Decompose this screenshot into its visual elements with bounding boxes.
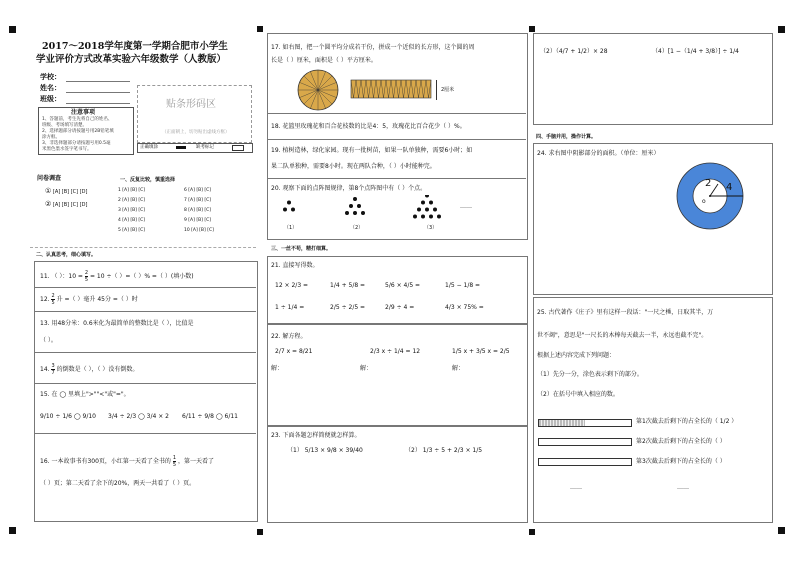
q24-inner-radius-label: 2 xyxy=(705,178,712,189)
pattern-dot xyxy=(361,211,365,215)
q17-line2[interactable]: 长是（ ）厘米，面积是（ ）平方厘米。 xyxy=(271,57,377,64)
q21-expr[interactable]: 2/9 ÷ 4 = xyxy=(385,304,415,311)
choice-right[interactable]: 8 [A] [B] [C] xyxy=(184,208,211,213)
survey-option-row-2[interactable] xyxy=(45,201,87,209)
choice-left[interactable]: 2 [A] [B] [C] xyxy=(118,198,145,203)
q17-line1[interactable]: 17. 如右图，把一个圆平均分成若干份，拼成一个近似的长方形，这个圆的周 xyxy=(271,44,475,51)
notice-line: 班级、考场填写清楚。 xyxy=(42,123,87,128)
correct-fill-mark xyxy=(176,146,186,149)
q25-row-3[interactable]: 第3次截去后剩下的占全长的（ ） xyxy=(636,458,726,465)
q15-expr-2[interactable]: 3/4 ÷ 2/3 ◯ 3/4 × 2 xyxy=(108,413,169,420)
choice-row[interactable] xyxy=(118,198,145,204)
q25-line1: 25. 古代著作《庄子》里有这样一段话："一尺之棰，日取其半，万 xyxy=(537,309,714,316)
choice-right[interactable]: 6 [A] [B] [C] xyxy=(184,188,211,193)
q21-expr[interactable]: 1/5 − 1/8 = xyxy=(445,282,481,289)
pattern-dot xyxy=(437,215,441,219)
circled-one-icon: ① xyxy=(45,187,52,195)
q17-rect-figure xyxy=(350,78,432,102)
section3-title: 三、一丝不苟，精打细算。 xyxy=(271,246,332,252)
divider xyxy=(268,139,526,140)
alignment-mark-top-right xyxy=(778,26,785,33)
alignment-mark-top-mid2 xyxy=(529,26,535,32)
q25-line4: （1）先分一分，涂色表示剩下的部分。 xyxy=(537,371,643,378)
notice-line: 涂方框。 xyxy=(42,135,60,140)
q24-ring-figure xyxy=(674,160,746,232)
q15-text: 在 ◯ 里填上">""<"或"="。 xyxy=(51,391,130,398)
pattern-dot xyxy=(421,201,425,205)
question-11[interactable] xyxy=(40,270,194,283)
choice-right[interactable]: 10 [A] [B] [C] xyxy=(184,228,214,233)
pattern-dot xyxy=(287,201,291,205)
pattern-dot xyxy=(283,208,287,212)
q13-line2: （ ）。 xyxy=(40,337,57,344)
notice-lines xyxy=(42,117,114,153)
divider xyxy=(30,247,256,248)
q25-line2: 世不竭"，意思是"一尺长的木棒每天截去一半，永远也截不完"。 xyxy=(537,332,708,339)
alignment-mark-top-mid1 xyxy=(257,26,263,32)
barcode-note: （正面朝上，切勿贴出虚线方框） xyxy=(162,130,230,135)
class-label: 班级： xyxy=(40,95,61,103)
q24-outer-radius-label: 4 xyxy=(726,182,733,193)
q19-line2[interactable]: 果二队单独种，需要8小时。现在两队合种，（ ）小时能种完。 xyxy=(271,163,436,170)
notice-box xyxy=(38,107,134,155)
survey-label: 问卷调查 xyxy=(37,175,62,182)
question-18[interactable]: 18. 花篮里玫瑰花和百合花枝数的比是4：5，玫瑰花比百合花少（ ）%。 xyxy=(271,123,466,130)
q11-fraction xyxy=(85,270,88,283)
q24-center-label: o xyxy=(702,198,706,205)
q16-line1b: ，第一天看了 xyxy=(177,458,214,465)
q16-line2: （ ）页；第二天看了余下的20%，两天一共看了（ ）页。 xyxy=(40,480,196,487)
notice-line: 1、答题前，考生先将自己的姓名、 xyxy=(42,117,113,122)
choice-row[interactable] xyxy=(184,228,214,234)
divider xyxy=(35,311,256,312)
name-label: 姓名： xyxy=(40,84,61,92)
pattern-dot xyxy=(433,208,437,212)
q11-rest: = 10 ÷（ ）=（ ）% =（ ）(填小数) xyxy=(89,273,194,280)
frac-denominator: 5 xyxy=(51,300,55,306)
frac-numerator: 1 xyxy=(172,455,177,461)
q21-expr[interactable]: 2/5 ÷ 2/5 = xyxy=(330,304,366,311)
q22-solve-2: 解： xyxy=(360,365,373,372)
q25-line3: 根据上述内容完成下列问题： xyxy=(537,352,616,359)
q21-expr[interactable]: 5/6 × 4/5 = xyxy=(385,282,421,289)
q25-ellipsis-1: …… xyxy=(570,484,582,491)
school-field[interactable] xyxy=(66,81,130,82)
question-15[interactable] xyxy=(40,391,130,399)
pattern-dot xyxy=(425,208,429,212)
question-12[interactable] xyxy=(40,293,138,306)
section2-title: 二、认真思考，细心填写。 xyxy=(36,252,97,258)
q20-label-2: （2） xyxy=(350,225,364,231)
q24-text[interactable]: 24. 求右图中阴影部分的面积。（单位：厘米） xyxy=(537,150,660,157)
pattern-dot xyxy=(345,211,349,215)
choice-left[interactable]: 4 [A] [B] [C] xyxy=(118,218,145,223)
pattern-dot xyxy=(353,211,357,215)
pattern-dot xyxy=(425,195,429,198)
frac-numerator: 2 xyxy=(84,270,89,276)
pattern-dot xyxy=(421,215,425,219)
notice-line: 3、非选择题部分请按题号用0.5毫 xyxy=(42,141,111,146)
q21-expr[interactable]: 1 ÷ 1/4 = xyxy=(275,304,305,311)
q25-bar-1-shaded xyxy=(539,420,585,426)
calc-expr-4[interactable]: （4）[1 −（1/4 + 3/8）] ÷ 1/4 xyxy=(652,48,739,55)
circled-two-icon: ② xyxy=(45,200,52,208)
q23-box xyxy=(267,426,528,523)
pattern-dot xyxy=(357,204,361,208)
alignment-mark-bottom-left xyxy=(9,527,16,534)
q16-fraction xyxy=(173,455,176,468)
pattern-dot xyxy=(413,215,417,219)
question-20[interactable]: 20. 观察下面的点阵图规律，第8个点阵图中有（ ）个点。 xyxy=(271,185,427,192)
choice-left[interactable]: 5 [A] [B] [C] xyxy=(118,228,145,233)
q22-equation-2[interactable]: 2/3 x ÷ 1/4 = 12 xyxy=(370,348,421,355)
q16-num: 16. xyxy=(40,458,50,465)
frac-denominator: 7 xyxy=(51,370,55,376)
q25-bar-3[interactable] xyxy=(538,458,632,466)
frac-numerator: 3 xyxy=(51,363,55,369)
q20-label-3: （3） xyxy=(424,225,438,231)
barcode-label: 贴条形码区 xyxy=(166,99,216,110)
notice-line: 米黑色墨水签字笔书写。 xyxy=(42,147,92,152)
q11-text: （ ）：10 = xyxy=(51,273,85,280)
exam-title-line2: 学业评价方式改革实验六年级数学（人教版） xyxy=(36,54,227,65)
choice-row[interactable] xyxy=(118,188,145,194)
q25-ellipsis-2: …… xyxy=(677,484,689,491)
q25-bar-2[interactable] xyxy=(538,438,632,446)
q23-expr-1[interactable]: （1） 5/13 × 9/8 × 39/40 xyxy=(287,447,363,454)
choice-row[interactable] xyxy=(184,188,211,194)
q21-expr[interactable]: 4/3 × 75% = xyxy=(445,304,484,311)
choice-row[interactable] xyxy=(184,198,211,204)
choice-right[interactable]: 7 [A] [B] [C] xyxy=(184,198,211,203)
q22-equation-3[interactable]: 1/5 x + 3/5 x = 2/5 xyxy=(452,348,510,355)
section1-title: 一、反复比较，慎重选择 xyxy=(120,177,176,183)
q17-2cm-label: 2厘米 xyxy=(441,87,455,93)
school-label: 学校： xyxy=(40,73,61,81)
q11-num: 11. xyxy=(40,273,50,280)
choice-row[interactable] xyxy=(184,218,211,224)
q14-text: 的倒数是（ ），（ ）没有倒数。 xyxy=(56,366,139,373)
divider xyxy=(268,113,526,114)
section4-title: 四、手脑并用，操作计算。 xyxy=(536,134,597,140)
q19-line1[interactable]: 19. 植树造林，绿化家园。现有一批树苗，如果一队单独种，需要6小时；如 xyxy=(271,147,473,154)
q22-solve-3: 解： xyxy=(452,365,465,372)
q25-row-2[interactable]: 第2次截去后剩下的占全长的（ ） xyxy=(636,438,726,445)
q25-line5: （2）在括号中填入相应的数。 xyxy=(537,391,619,398)
alignment-mark-top-left xyxy=(9,26,16,33)
divider xyxy=(35,287,256,288)
question-14[interactable] xyxy=(40,363,138,376)
pattern-dot xyxy=(353,197,357,201)
q17-circle-figure xyxy=(296,68,340,112)
name-field[interactable] xyxy=(66,92,130,93)
q21-expr[interactable]: 1/4 + 5/8 = xyxy=(330,282,366,289)
frac-denominator: 5 xyxy=(172,462,177,468)
alignment-mark-bottom-right xyxy=(778,527,785,534)
q22-title: 22. 解方程。 xyxy=(271,333,307,340)
q14-fraction xyxy=(51,363,54,376)
fill-example-box xyxy=(137,143,253,153)
q22-equation-1[interactable]: 2/7 x = 8/21 xyxy=(275,348,313,355)
class-field[interactable] xyxy=(66,103,130,104)
q20-label-1: （1） xyxy=(284,225,298,231)
choice-right[interactable]: 9 [A] [B] [C] xyxy=(184,218,211,223)
pattern-dot xyxy=(429,201,433,205)
q25-bar-1[interactable] xyxy=(538,419,632,427)
question-16[interactable] xyxy=(40,455,214,468)
q15-expr-1[interactable]: 9/10 ÷ 1/6 ◯ 9/10 xyxy=(40,413,96,420)
choice-row[interactable] xyxy=(118,218,145,224)
notice-line: 2、选择题部分请按题号用2B铅笔填 xyxy=(42,129,114,134)
alignment-mark-bottom-mid2 xyxy=(529,529,535,535)
choice-row[interactable] xyxy=(118,208,145,214)
divider xyxy=(268,178,526,179)
question-13[interactable] xyxy=(40,320,194,328)
barcode-area xyxy=(137,85,252,143)
q13-line1: 用48分米：0.6米化为最简单的整数比是（ ），比值是 xyxy=(51,320,194,327)
divider xyxy=(35,383,256,384)
choice-row[interactable] xyxy=(184,208,211,214)
q21-title: 21. 直接写得数。 xyxy=(271,262,319,269)
notice-title: 注意事项 xyxy=(71,109,96,116)
q12-num: 12. xyxy=(40,296,50,303)
q23-title: 23. 下面各题怎样简便就怎样算。 xyxy=(271,432,361,439)
pattern-dot xyxy=(291,208,295,212)
survey-row-2-options: [A] [B] [C] [D] xyxy=(52,202,88,208)
q13-num: 13. xyxy=(40,320,50,327)
divider xyxy=(35,433,256,434)
absent-label: 缺考标记 xyxy=(196,145,214,150)
exam-title-line1: 2017～2018学年度第一学期合肥市小学生 xyxy=(42,41,228,52)
frac-denominator: 5 xyxy=(84,277,89,283)
q14-num: 14. xyxy=(40,366,50,373)
pattern-dot xyxy=(417,208,421,212)
q23-expr-2[interactable]: （2） 1/3 ÷ 5 + 2/3 × 1/5 xyxy=(405,447,483,454)
divider xyxy=(35,352,256,353)
pattern-dot xyxy=(429,215,433,219)
q25-row-1[interactable]: 第1次截去后剩下的占全长的（ 1/2 ） xyxy=(636,418,738,425)
q25-box xyxy=(533,297,773,523)
q15-expr-3[interactable]: 6/11 ÷ 9/8 ◯ 6/11 xyxy=(182,413,238,420)
q20-ellipsis: …… xyxy=(460,203,472,210)
choice-left[interactable]: 3 [A] [B] [C] xyxy=(118,208,145,213)
q17-dimension-line xyxy=(436,80,437,100)
survey-option-row-1[interactable] xyxy=(45,188,87,196)
choice-row[interactable] xyxy=(118,228,145,234)
right-top-box xyxy=(533,33,773,125)
absent-checkbox[interactable] xyxy=(232,145,244,151)
pattern-dot xyxy=(349,204,353,208)
alignment-mark-bottom-mid1 xyxy=(257,529,263,535)
q12-text: 升 =（ ）毫升 45分 =（ ）时 xyxy=(56,296,138,303)
frac-numerator: 2 xyxy=(51,293,55,299)
calc-expr-2[interactable]: （2）（4/7 + 1/2）× 28 xyxy=(540,48,608,55)
q12-fraction xyxy=(51,293,54,306)
q21-expr[interactable]: 12 × 2/3 = xyxy=(275,282,309,289)
q15-num: 15. xyxy=(40,391,50,398)
correct-fill-label: 正确填涂 xyxy=(140,145,158,150)
choice-left[interactable]: 1 [A] [B] [C] xyxy=(118,188,145,193)
q22-solve-1: 解： xyxy=(271,365,284,372)
q16-line1a: 一本故事书有300页，小红第一天看了全书的 xyxy=(51,458,171,465)
survey-row-1-options: [A] [B] [C] [D] xyxy=(52,189,88,195)
